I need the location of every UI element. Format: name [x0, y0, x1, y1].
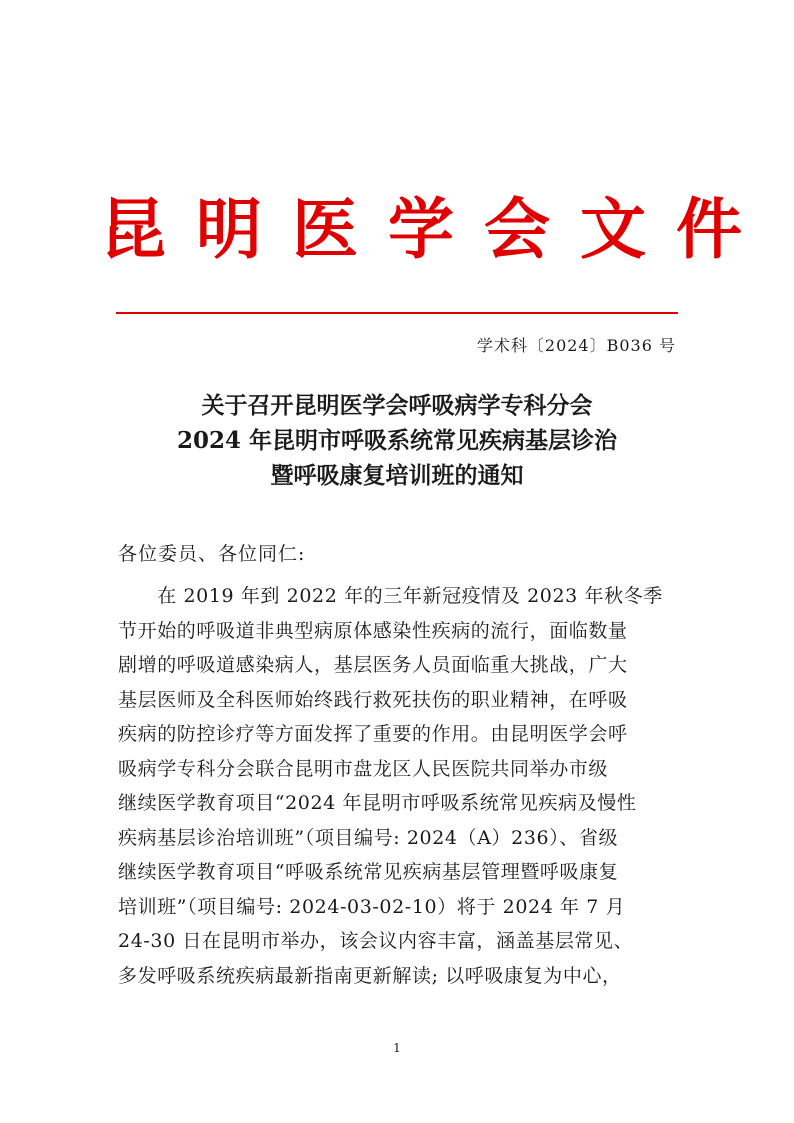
body-line: 节开始的呼吸道非典型病原体感染性疾病的流行，面临数量 — [118, 619, 628, 642]
body-line: 剧增的呼吸道感染病人，基层医务人员面临重大挑战，广大 — [118, 654, 628, 676]
org-masthead: 昆明医学会文件 — [100, 191, 772, 268]
notice-title-line: 暨呼吸康复培训班的通知 — [270, 462, 524, 489]
body-line: 多发呼吸系统疾病最新指南更新解读; 以呼吸康复为中心， — [118, 964, 622, 987]
body-line: 24-30 日在昆明市举办，该会议内容丰富，涵盖基层常见、 — [118, 930, 634, 952]
body-line: 疾病的防控诊疗等方面发挥了重要的作用。由昆明医学会呼 — [118, 723, 628, 745]
body-line: 基层医师及全科医师始终践行救死扶伤的职业精神，在呼吸 — [118, 688, 628, 711]
body-paragraph — [118, 579, 684, 993]
body-line: 继续医学教育项目“呼吸系统常见疾病基层管理暨呼吸康复 — [118, 861, 619, 883]
notice-title-line: 2024 年昆明市呼吸系统常见疾病基层诊治 — [176, 427, 618, 454]
body-line: 吸病学专科分会联合昆明市盘龙区人民医院共同举办市级 — [118, 757, 609, 780]
body-line: 疾病基层诊治培训班”（项目编号: 2024（A）236）、省级 — [118, 826, 619, 849]
body-line: 培训班”（项目编号: 2024-03-02-10）将于 2024 年 7 月 — [118, 895, 626, 918]
body-line: 继续医学教育项目“2024 年昆明市呼吸系统常见疾病及慢性 — [118, 792, 637, 814]
page-number: 1 — [393, 1041, 401, 1055]
salutation: 各位委员、各位同仁: — [118, 543, 306, 565]
body-line: 在 2019 年到 2022 年的三年新冠疫情及 2023 年秋冬季 — [118, 585, 663, 607]
notice-title — [100, 388, 694, 493]
masthead-red-rule — [116, 312, 678, 314]
notice-title-line: 关于召开昆明医学会呼吸病学专科分会 — [201, 392, 593, 419]
document-number: 学术科〔2024〕B036 号 — [476, 336, 676, 355]
